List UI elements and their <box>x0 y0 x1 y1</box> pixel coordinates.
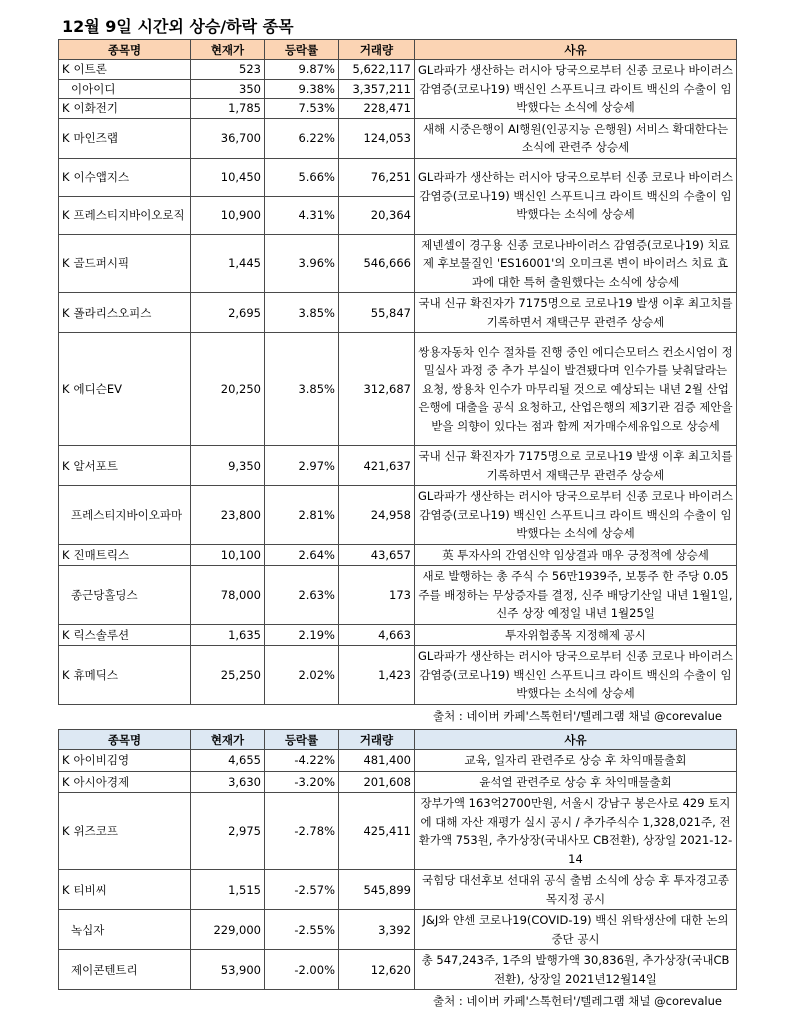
change-cell: -2.00% <box>265 950 339 990</box>
stock-name-cell <box>59 234 191 293</box>
stock-name-cell <box>59 60 191 80</box>
table-header-row <box>59 730 737 750</box>
table-row <box>59 950 737 990</box>
reason-cell: 새로 발행하는 총 주식 수 56만1939주, 보통주 한 주당 0.05주를 배정하는 무상증자를 결정, 신주 배당기산일 내년 1월1일, 신주 상장 예정일 내년 1월25일 <box>415 566 737 625</box>
change-cell: -2.78% <box>265 793 339 870</box>
stock-name: 이트론 <box>73 62 107 77</box>
stock-name: 프레스티지바이오파마 <box>71 507 183 522</box>
table-row <box>59 646 737 705</box>
market-mark: K <box>62 131 70 145</box>
stock-name: 아이비김영 <box>73 753 130 768</box>
volume-cell: 4,663 <box>339 624 415 646</box>
header-change: 등락률 <box>265 730 339 750</box>
volume-cell: 76,251 <box>339 158 415 196</box>
change-cell: 9.38% <box>265 79 339 99</box>
change-cell: 4.31% <box>265 196 339 234</box>
stock-name: 아시아경제 <box>73 774 130 789</box>
stock-name-cell <box>59 750 191 772</box>
stock-name: 마인즈랩 <box>73 131 118 145</box>
table-row <box>59 566 737 625</box>
reason-cell: 국내 신규 확진자가 7175명으로 코로나19 발생 이후 최고치를 기록하면서 재택근무 관련주 상승세 <box>415 446 737 486</box>
reason-cell: 장부가액 163억2700만원, 서울시 강남구 봉은사로 429 토지에 대해 자산 재평가 실시 공시 / 추가주식수 1,328,021주, 전환가액 753원, 추가상장(국내사모 CB전환), 상장일 2021-12-14 <box>415 793 737 870</box>
stock-name-cell <box>59 566 191 625</box>
change-cell: 6.22% <box>265 118 339 158</box>
table-row <box>59 870 737 910</box>
price-cell: 1,515 <box>191 870 265 910</box>
market-mark: K <box>62 101 70 116</box>
source-note: 출처 : 네이버 카페'스톡헌터'/텔레그램 채널 @corevalue <box>432 709 722 723</box>
table-header-row <box>59 40 737 60</box>
price-cell: 10,900 <box>191 196 265 234</box>
stock-name: 이화전기 <box>73 101 118 116</box>
table-row <box>59 544 737 566</box>
market-mark: K <box>62 256 70 271</box>
stock-name-cell <box>59 646 191 705</box>
reason-cell: 투자위험종목 지정해제 공시 <box>415 624 737 646</box>
volume-cell: 546,666 <box>339 234 415 293</box>
change-cell: 3.85% <box>265 333 339 446</box>
header-volume: 거래량 <box>339 40 415 60</box>
price-cell: 53,900 <box>191 950 265 990</box>
reason-cell: GL라파가 생산하는 러시아 당국으로부터 신종 코로나 바이러스 감염증(코로나19) 백신인 스푸트니크 라이트 백신의 수출이 임박했다는 소식에 상승세 <box>415 60 737 119</box>
stock-name-cell <box>59 950 191 990</box>
market-mark: K <box>62 170 70 184</box>
change-cell: -2.57% <box>265 870 339 910</box>
price-cell: 78,000 <box>191 566 265 625</box>
reason-cell: 제넨셀이 경구용 신종 코로나바이러스 감염증(코로나19) 치료제 후보물질인 'ES16001'의 오미크론 변이 바이러스 치료 효과에 대한 특허 출원했다는 소식에 상승세 <box>415 234 737 293</box>
price-cell: 2,695 <box>191 293 265 333</box>
stock-name: 진매트릭스 <box>73 547 130 562</box>
market-mark: K <box>62 382 70 396</box>
change-cell: 7.53% <box>265 99 339 119</box>
source-note: 출처 : 네이버 카페'스톡헌터'/텔레그램 채널 @corevalue <box>432 994 722 1008</box>
volume-cell: 55,847 <box>339 293 415 333</box>
table-row <box>59 771 737 793</box>
change-cell: 2.19% <box>265 624 339 646</box>
table-row <box>59 293 737 333</box>
change-cell: 2.97% <box>265 446 339 486</box>
stock-name: 제이콘텐트리 <box>71 962 138 977</box>
header-reason: 사유 <box>415 40 737 60</box>
change-cell: 2.63% <box>265 566 339 625</box>
falling-stocks-table <box>58 729 737 990</box>
price-cell: 4,655 <box>191 750 265 772</box>
price-cell: 10,450 <box>191 158 265 196</box>
stock-name: 에디슨EV <box>73 382 123 396</box>
volume-cell: 421,637 <box>339 446 415 486</box>
change-cell: 5.66% <box>265 158 339 196</box>
volume-cell: 24,958 <box>339 486 415 545</box>
price-cell: 1,635 <box>191 624 265 646</box>
change-cell: 3.85% <box>265 293 339 333</box>
market-mark: K <box>62 667 70 682</box>
reason-cell: 교육, 일자리 관련주로 상승 후 차익매물출회 <box>415 750 737 772</box>
stock-name: 티비씨 <box>73 882 107 897</box>
price-cell: 523 <box>191 60 265 80</box>
header-name: 종목명 <box>59 730 191 750</box>
volume-cell: 5,622,117 <box>339 60 415 80</box>
price-cell: 20,250 <box>191 333 265 446</box>
stock-name-cell <box>59 910 191 950</box>
market-mark: K <box>62 458 70 473</box>
table-row <box>59 118 737 158</box>
price-cell: 3,630 <box>191 771 265 793</box>
change-cell: -2.55% <box>265 910 339 950</box>
header-price: 현재가 <box>191 40 265 60</box>
change-cell: -3.20% <box>265 771 339 793</box>
stock-name-cell <box>59 196 191 234</box>
stock-name: 골드퍼시픽 <box>73 256 130 271</box>
table-row <box>59 234 737 293</box>
market-mark: K <box>62 62 70 77</box>
change-cell: 3.96% <box>265 234 339 293</box>
price-cell: 23,800 <box>191 486 265 545</box>
price-cell: 36,700 <box>191 118 265 158</box>
stock-name: 프레스티지바이오로직 <box>73 208 185 222</box>
page-title: 12월 9일 시간외 상승/하락 종목 <box>62 17 294 36</box>
stock-name: 위즈코프 <box>73 824 118 838</box>
table-row <box>59 910 737 950</box>
stock-name-cell <box>59 771 191 793</box>
volume-cell: 425,411 <box>339 793 415 870</box>
header-volume: 거래량 <box>339 730 415 750</box>
price-cell: 1,785 <box>191 99 265 119</box>
reason-cell: 총 547,243주, 1주의 발행가액 30,836원, 추가상장(국내CB전환), 상장일 2021년12월14일 <box>415 950 737 990</box>
table-row <box>59 486 737 545</box>
stock-name: 이수앱지스 <box>73 170 130 184</box>
market-mark: K <box>62 774 70 789</box>
table-row <box>59 158 737 196</box>
table-row <box>59 333 737 446</box>
reason-cell: GL라파가 생산하는 러시아 당국으로부터 신종 코로나 바이러스 감염증(코로나19) 백신인 스푸트니크 라이트 백신의 수출이 임박했다는 소식에 상승세 <box>415 646 737 705</box>
market-mark: K <box>62 753 70 768</box>
reason-cell: 국힘당 대선후보 선대위 공식 출범 소식에 상승 후 투자경고종목지정 공시 <box>415 870 737 910</box>
reason-cell: 새해 시중은행이 AI행원(인공지능 은행원) 서비스 확대한다는 소식에 관련주 상승세 <box>415 118 737 158</box>
stock-name: 이아이디 <box>71 81 116 96</box>
market-mark: K <box>62 208 70 222</box>
table-row <box>59 624 737 646</box>
reason-cell: J&J와 얀센 코로나19(COVID-19) 백신 위탁생산에 대한 논의 중단 공시 <box>415 910 737 950</box>
price-cell: 229,000 <box>191 910 265 950</box>
stock-name: 녹십자 <box>71 922 105 937</box>
table-row <box>59 60 737 80</box>
volume-cell: 545,899 <box>339 870 415 910</box>
market-mark: K <box>62 627 70 642</box>
header-name: 종목명 <box>59 40 191 60</box>
price-cell: 350 <box>191 79 265 99</box>
price-cell: 9,350 <box>191 446 265 486</box>
volume-cell: 173 <box>339 566 415 625</box>
volume-cell: 312,687 <box>339 333 415 446</box>
header-price: 현재가 <box>191 730 265 750</box>
stock-name: 휴메딕스 <box>73 667 118 682</box>
rising-stocks-table <box>58 39 737 705</box>
stock-name-cell <box>59 870 191 910</box>
volume-cell: 12,620 <box>339 950 415 990</box>
reason-cell: 쌍용자동차 인수 절차를 진행 중인 에디슨모터스 컨소시엄이 정밀실사 과정 중 추가 부실이 발견됐다며 인수가를 낮춰달라는 요청, 쌍용차 인수가 마무리될 것으로 예상되는 내년 2월 산업은행에 대출을 공식 요청하고, 산업은행의 제3기관 검증 제안을 받을 의향이 있다는 점과 함께 저가매수세유입으로 상승세 <box>415 333 737 446</box>
volume-cell: 3,392 <box>339 910 415 950</box>
price-cell: 1,445 <box>191 234 265 293</box>
market-mark: K <box>62 547 70 562</box>
stock-name-cell <box>59 544 191 566</box>
reason-cell: 국내 신규 확진자가 7175명으로 코로나19 발생 이후 최고치를 기록하면서 재택근무 관련주 상승세 <box>415 293 737 333</box>
volume-cell: 20,364 <box>339 196 415 234</box>
reason-cell: GL라파가 생산하는 러시아 당국으로부터 신종 코로나 바이러스 감염증(코로나19) 백신인 스푸트니크 라이트 백신의 수출이 임박했다는 소식에 상승세 <box>415 486 737 545</box>
price-cell: 25,250 <box>191 646 265 705</box>
reason-cell: GL라파가 생산하는 러시아 당국으로부터 신종 코로나 바이러스 감염증(코로나19) 백신인 스푸트니크 라이트 백신의 수출이 임박했다는 소식에 상승세 <box>415 158 737 234</box>
reason-cell: 英 투자사의 간염신약 임상결과 매우 긍정적에 상승세 <box>415 544 737 566</box>
stock-name: 알서포트 <box>73 458 118 473</box>
reason-cell: 윤석열 관련주로 상승 후 차익매물출회 <box>415 771 737 793</box>
volume-cell: 1,423 <box>339 646 415 705</box>
stock-name-cell <box>59 293 191 333</box>
stock-name-cell <box>59 793 191 870</box>
header-reason: 사유 <box>415 730 737 750</box>
table-row <box>59 446 737 486</box>
market-mark: K <box>62 824 70 838</box>
price-cell: 10,100 <box>191 544 265 566</box>
volume-cell: 481,400 <box>339 750 415 772</box>
table-row <box>59 793 737 870</box>
stock-name-cell <box>59 79 191 99</box>
market-mark: K <box>62 305 70 320</box>
stock-name: 종근당홀딩스 <box>71 587 138 602</box>
change-cell: -4.22% <box>265 750 339 772</box>
header-change: 등락률 <box>265 40 339 60</box>
volume-cell: 201,608 <box>339 771 415 793</box>
stock-name-cell <box>59 446 191 486</box>
volume-cell: 124,053 <box>339 118 415 158</box>
stock-name: 릭스솔루션 <box>73 627 130 642</box>
price-cell: 2,975 <box>191 793 265 870</box>
stock-name-cell <box>59 624 191 646</box>
change-cell: 2.02% <box>265 646 339 705</box>
stock-name-cell <box>59 158 191 196</box>
change-cell: 9.87% <box>265 60 339 80</box>
table-row <box>59 750 737 772</box>
stock-name: 폴라리스오피스 <box>73 305 152 320</box>
volume-cell: 43,657 <box>339 544 415 566</box>
change-cell: 2.64% <box>265 544 339 566</box>
change-cell: 2.81% <box>265 486 339 545</box>
stock-name-cell <box>59 118 191 158</box>
stock-name-cell <box>59 99 191 119</box>
stock-name-cell <box>59 333 191 446</box>
volume-cell: 3,357,211 <box>339 79 415 99</box>
volume-cell: 228,471 <box>339 99 415 119</box>
market-mark: K <box>62 882 70 897</box>
stock-name-cell <box>59 486 191 545</box>
